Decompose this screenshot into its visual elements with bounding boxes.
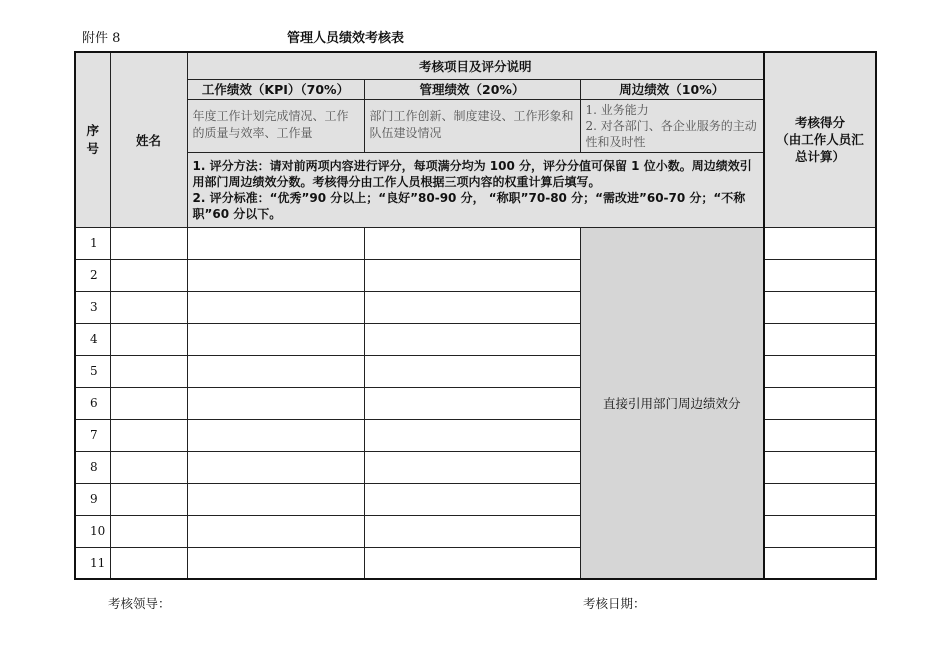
total-score-cell[interactable] [764,227,876,259]
name-cell[interactable] [110,387,187,419]
seq-header-char: 序 [86,122,99,138]
score-header [764,52,876,227]
seq-header [75,52,110,227]
mgmt-header: 管理绩效（20%） [364,79,580,99]
mgmt-score-cell[interactable] [364,227,580,259]
total-score-cell[interactable] [764,547,876,579]
name-cell[interactable] [110,419,187,451]
seq-header-text [76,122,110,158]
kpi-score-cell[interactable] [187,227,364,259]
mgmt-score-cell[interactable] [364,419,580,451]
kpi-score-cell[interactable] [187,419,364,451]
scoring-notes [187,152,764,227]
score-header-title: 考核得分 [795,115,846,131]
name-cell[interactable] [110,323,187,355]
row-number: 10 [75,515,110,547]
peripheral-description [580,99,764,152]
row-number: 6 [75,387,110,419]
scoring-method-note: 1. 评分方法：请对前两项内容进行评分，每项满分均为 100 分，评分分值可保留 1 位小数。周边绩效引用部门周边绩效分数。考核得分由工作人员根据三项内容的权重计算后填写。 [192,158,752,189]
peripheral-merged-text: 直接引用部门周边绩效分 [603,395,741,411]
total-score-cell[interactable] [764,387,876,419]
kpi-score-cell[interactable] [187,291,364,323]
row-number: 4 [75,323,110,355]
kpi-score-cell[interactable] [187,323,364,355]
kpi-score-cell[interactable] [187,547,364,579]
kpi-score-cell[interactable] [187,355,364,387]
annex-label: 附件 8 [82,31,121,46]
mgmt-score-cell[interactable] [364,451,580,483]
peripheral-header: 周边绩效（10%） [580,79,764,99]
row-number: 1 [75,227,110,259]
kpi-score-cell[interactable] [187,259,364,291]
total-score-cell[interactable] [764,259,876,291]
date-label: 考核日期： [583,596,646,611]
mgmt-score-cell[interactable] [364,259,580,291]
row-number: 3 [75,291,110,323]
name-cell[interactable] [110,451,187,483]
row-number: 5 [75,355,110,387]
row-number: 7 [75,419,110,451]
peripheral-desc-line1: 1. 业务能力 [585,102,649,117]
total-score-cell[interactable] [764,451,876,483]
row-number: 2 [75,259,110,291]
total-score-cell[interactable] [764,323,876,355]
page-title: 管理人员绩效考核表 [287,31,405,46]
kpi-description: 年度工作计划完成情况、工作的质量与效率、工作量 [187,99,364,152]
name-cell[interactable] [110,355,187,387]
name-cell[interactable] [110,227,187,259]
kpi-score-cell[interactable] [187,515,364,547]
row-number: 9 [75,483,110,515]
name-cell[interactable] [110,483,187,515]
row-number: 8 [75,451,110,483]
evaluation-table [74,51,877,580]
score-header-sub: （由工作人员汇总计算） [776,132,864,165]
leader-label: 考核领导： [108,596,171,611]
mgmt-score-cell[interactable] [364,515,580,547]
name-cell[interactable] [110,515,187,547]
mgmt-description: 部门工作创新、制度建设、工作形象和队伍建设情况 [364,99,580,152]
mgmt-score-cell[interactable] [364,483,580,515]
total-score-cell[interactable] [764,291,876,323]
table-row [75,227,876,259]
total-score-cell[interactable] [764,483,876,515]
mgmt-score-cell[interactable] [364,547,580,579]
kpi-header: 工作绩效（KPI）（70%） [187,79,364,99]
mgmt-score-cell[interactable] [364,355,580,387]
group-header: 考核项目及评分说明 [187,52,764,79]
mgmt-score-cell[interactable] [364,291,580,323]
mgmt-score-cell[interactable] [364,323,580,355]
mgmt-score-cell[interactable] [364,387,580,419]
kpi-score-cell[interactable] [187,483,364,515]
kpi-score-cell[interactable] [187,387,364,419]
name-cell[interactable] [110,547,187,579]
name-cell[interactable] [110,259,187,291]
row-number: 11 [75,547,110,579]
total-score-cell[interactable] [764,515,876,547]
scoring-standard-note: 2. 评分标准：“优秀”90 分以上；“良好”80-90 分， “称职”70-80 分；“需改进”60-70 分；“不称职”60 分以下。 [192,190,746,221]
total-score-cell[interactable] [764,355,876,387]
kpi-score-cell[interactable] [187,451,364,483]
peripheral-merged-cell [580,227,764,579]
total-score-cell[interactable] [764,419,876,451]
peripheral-desc-line2: 2. 对各部门、各企业服务的主动性和及时性 [585,118,757,149]
seq-header-char: 号 [86,140,99,156]
name-header: 姓名 [110,52,187,227]
name-cell[interactable] [110,291,187,323]
